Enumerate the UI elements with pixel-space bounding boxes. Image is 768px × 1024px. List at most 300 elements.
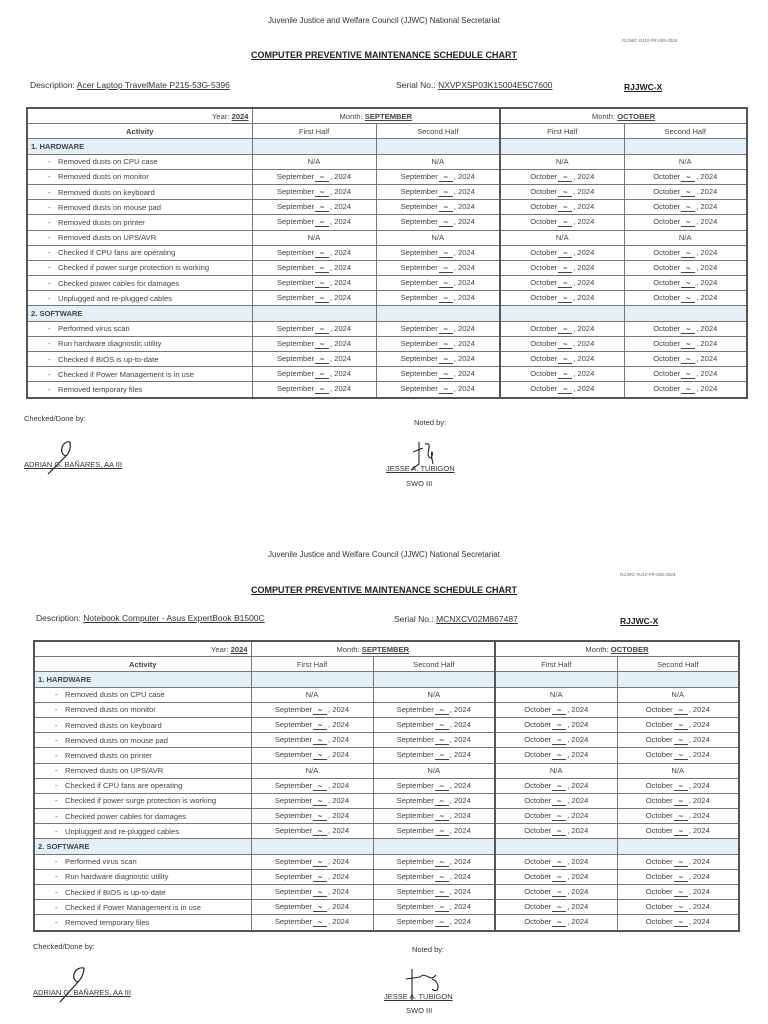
date-year: , 2024: [567, 887, 589, 897]
date-cell: [495, 900, 617, 915]
date-year: , 2024: [573, 293, 595, 303]
date-month: September: [274, 902, 313, 912]
date-month: October: [530, 278, 558, 288]
year-label: Year:: [211, 644, 229, 654]
section-cell: [251, 672, 373, 687]
date-year: , 2024: [330, 202, 352, 212]
date-year: , 2024: [688, 902, 710, 912]
date-month: October: [530, 247, 558, 257]
description-value: Notebook Computer - Asus ExpertBook B1500C: [83, 613, 265, 623]
date-year: , 2024: [453, 384, 475, 394]
date-month: September: [396, 856, 434, 866]
noted-by-title: SWO III: [406, 479, 433, 488]
description-value: Acer Laptop TravelMate P215-53G-5396: [76, 80, 230, 90]
handwritten-day: ~: [315, 174, 329, 182]
date-month: October: [530, 217, 558, 227]
date-cell: [617, 869, 739, 884]
section-cell: [500, 306, 624, 321]
handwritten-day: ~: [681, 356, 695, 364]
second-half-header: Second Half: [376, 124, 500, 139]
handwritten-day: ~: [674, 919, 688, 927]
date-cell: [376, 184, 500, 199]
section-row: [34, 839, 739, 854]
date-month: October: [524, 917, 552, 927]
bullet-dash: -: [48, 217, 51, 227]
table-row: [34, 854, 739, 869]
handwritten-day: ~: [435, 889, 449, 897]
date-year: , 2024: [453, 187, 475, 197]
date-cell: [624, 169, 747, 184]
date-cell: [252, 245, 376, 260]
date-year: , 2024: [328, 704, 350, 714]
date-month: October: [524, 735, 552, 745]
serial-number: [394, 614, 518, 624]
description: [30, 80, 230, 90]
date-cell: [617, 900, 739, 915]
activity-cell: [34, 793, 251, 808]
date-year: , 2024: [449, 887, 471, 897]
date-month: October: [653, 262, 681, 272]
date-cell: [495, 778, 617, 793]
date-year: , 2024: [330, 171, 352, 181]
handwritten-day: ~: [435, 783, 449, 791]
handwritten-day: ~: [558, 371, 572, 379]
activity-header: Activity: [34, 657, 251, 672]
date-cell: [252, 200, 376, 215]
checked-by-name: ADRIAN G. BAÑARES, AA III: [33, 988, 131, 997]
na-cell: N/A: [500, 230, 624, 245]
month-label: Month:: [591, 111, 616, 121]
handwritten-day: ~: [552, 722, 566, 730]
section-label: 1. HARDWARE: [27, 139, 252, 154]
na-cell: N/A: [495, 763, 617, 778]
date-month: October: [645, 735, 673, 745]
date-cell: [376, 200, 500, 215]
activity-label: Removed dusts on mouse pad: [65, 735, 168, 745]
na-cell: N/A: [373, 763, 495, 778]
section-row: [34, 672, 739, 687]
handwritten-day: ~: [558, 265, 572, 273]
year-cell: [34, 641, 251, 657]
date-cell: [251, 748, 373, 763]
handwritten-day: ~: [681, 219, 695, 227]
date-month: September: [396, 750, 434, 760]
na-cell: N/A: [251, 687, 373, 702]
handwritten-day: ~: [681, 280, 695, 288]
date-cell: [500, 352, 624, 367]
na-cell: N/A: [617, 687, 739, 702]
date-cell: [376, 291, 500, 306]
section-cell: [252, 139, 376, 154]
date-year: , 2024: [696, 338, 718, 348]
noted-by-label: Noted by:: [414, 418, 447, 427]
first-half-header: First Half: [252, 124, 376, 139]
date-cell: [495, 885, 617, 900]
date-cell: [376, 245, 500, 260]
date-year: , 2024: [573, 171, 595, 181]
date-month: September: [396, 871, 434, 881]
date-year: , 2024: [453, 247, 475, 257]
table-row: [27, 367, 747, 382]
date-year: , 2024: [567, 704, 589, 714]
date-month: September: [400, 278, 438, 288]
handwritten-day: ~: [552, 752, 566, 760]
date-cell: [617, 809, 739, 824]
table-row: [34, 778, 739, 793]
date-year: , 2024: [449, 917, 471, 927]
date-month: October: [524, 902, 552, 912]
handwritten-day: ~: [674, 798, 688, 806]
date-cell: [617, 717, 739, 732]
handwritten-day: ~: [552, 783, 566, 791]
noted-by-name: JESSE A. TUBIGON: [386, 464, 455, 473]
date-cell: [624, 215, 747, 230]
table-row: [34, 793, 739, 808]
date-month: September: [276, 217, 315, 227]
date-cell: [495, 869, 617, 884]
date-cell: [624, 321, 747, 336]
date-month: September: [400, 187, 438, 197]
year-label: Year:: [212, 111, 230, 121]
activity-label: Unplugged and re-plugged cables: [58, 293, 172, 303]
bullet-dash: -: [48, 324, 51, 334]
date-month: October: [530, 202, 558, 212]
section-cell: [495, 672, 617, 687]
date-month: September: [400, 384, 438, 394]
date-year: , 2024: [328, 856, 350, 866]
second-half-header: Second Half: [373, 657, 495, 672]
table-row: [27, 169, 747, 184]
date-year: , 2024: [696, 323, 718, 333]
date-month: September: [400, 217, 438, 227]
handwritten-day: ~: [439, 371, 453, 379]
date-year: , 2024: [449, 750, 471, 760]
date-month: October: [645, 720, 673, 730]
month-value: SEPTEMBER: [361, 644, 410, 654]
date-year: , 2024: [573, 354, 595, 364]
section-cell: [373, 672, 495, 687]
activity-label: Checked if power surge protection is working: [58, 263, 210, 273]
date-month: September: [400, 293, 438, 303]
section-cell: [500, 139, 624, 154]
date-month: October: [653, 278, 681, 288]
date-month: October: [530, 384, 558, 394]
section-cell: [376, 306, 500, 321]
table-row: [34, 824, 739, 839]
handwritten-day: ~: [674, 828, 688, 836]
date-month: September: [400, 202, 438, 212]
table-row: [34, 869, 739, 884]
activity-label: Removed dusts on monitor: [65, 705, 156, 715]
handwritten-day: ~: [313, 859, 327, 867]
activity-label: Checked if power surge protection is working: [65, 796, 217, 806]
date-month: October: [645, 902, 673, 912]
month-october-header: [495, 641, 739, 657]
date-month: September: [400, 338, 438, 348]
date-year: , 2024: [330, 247, 352, 257]
handwritten-day: ~: [552, 874, 566, 882]
activity-label: Removed dusts on printer: [65, 750, 152, 760]
handwritten-day: ~: [439, 280, 453, 288]
handwritten-day: ~: [315, 189, 329, 197]
date-month: September: [396, 902, 434, 912]
bullet-dash: -: [55, 705, 58, 715]
serial-value: MCNXCV02M867487: [436, 614, 518, 624]
activity-label: Removed temporary files: [58, 384, 143, 394]
table-row: [27, 230, 747, 245]
date-year: , 2024: [688, 811, 710, 821]
handwritten-day: ~: [313, 828, 327, 836]
table-row: [27, 352, 747, 367]
date-year: , 2024: [453, 293, 475, 303]
section-label: 2. SOFTWARE: [34, 839, 251, 854]
date-month: September: [396, 720, 434, 730]
date-cell: [373, 733, 495, 748]
date-cell: [500, 215, 624, 230]
handwritten-day: ~: [435, 904, 449, 912]
section-cell: [252, 306, 376, 321]
date-year: , 2024: [449, 795, 471, 805]
activity-cell: [34, 809, 251, 824]
date-month: September: [274, 780, 313, 790]
handwritten-day: ~: [439, 295, 453, 303]
date-month: September: [396, 811, 434, 821]
handwritten-day: ~: [313, 737, 327, 745]
handwritten-day: ~: [681, 189, 695, 197]
date-year: , 2024: [328, 917, 350, 927]
date-cell: [376, 276, 500, 291]
date-year: , 2024: [330, 187, 352, 197]
date-year: , 2024: [330, 384, 352, 394]
document-title: COMPUTER PREVENTIVE MAINTENANCE SCHEDULE CHART: [250, 585, 517, 595]
serial-label: Serial No.:: [396, 80, 436, 90]
date-year: , 2024: [688, 917, 710, 927]
checked-by-label: Checked/Done by:: [24, 414, 86, 423]
date-year: , 2024: [449, 856, 471, 866]
table-row: [34, 702, 739, 717]
date-year: , 2024: [330, 262, 352, 272]
table-row: [27, 321, 747, 336]
date-cell: [373, 900, 495, 915]
date-month: October: [645, 750, 673, 760]
handwritten-day: ~: [674, 783, 688, 791]
table-row: [34, 915, 739, 931]
checked-by-label: Checked/Done by:: [33, 942, 95, 951]
bullet-dash: -: [55, 857, 58, 867]
second-half-header: Second Half: [617, 657, 739, 672]
table-row: [27, 245, 747, 260]
date-cell: [252, 291, 376, 306]
section-cell: [251, 839, 373, 854]
bullet-dash: -: [48, 172, 51, 182]
date-year: , 2024: [328, 871, 350, 881]
date-year: , 2024: [453, 354, 475, 364]
date-cell: [500, 291, 624, 306]
date-cell: [251, 900, 373, 915]
handwritten-day: ~: [674, 752, 688, 760]
date-year: , 2024: [688, 735, 710, 745]
second-half-header: Second Half: [624, 124, 747, 139]
section-cell: [617, 839, 739, 854]
form-code: RJJWC-RJ10-FR-009-2024: [622, 38, 678, 43]
org-header: Juvenile Justice and Welfare Council (JJWC) National Secretariat: [268, 16, 500, 25]
date-month: October: [524, 856, 552, 866]
date-month: September: [274, 826, 313, 836]
date-year: , 2024: [567, 826, 589, 836]
date-year: , 2024: [567, 780, 589, 790]
table-row: [34, 809, 739, 824]
activity-cell: [27, 352, 252, 367]
date-year: , 2024: [696, 293, 718, 303]
year-value: 2024: [231, 111, 249, 121]
date-cell: [376, 382, 500, 398]
handwritten-day: ~: [313, 889, 327, 897]
bullet-dash: -: [55, 720, 58, 730]
handwritten-day: ~: [315, 219, 329, 227]
date-year: , 2024: [328, 826, 350, 836]
date-cell: [251, 778, 373, 793]
checked-by-name: ADRIAN G. BAÑARES, AA III: [24, 460, 122, 469]
date-cell: [251, 915, 373, 931]
date-month: September: [274, 811, 313, 821]
date-year: , 2024: [696, 278, 718, 288]
date-cell: [251, 869, 373, 884]
handwritten-day: ~: [315, 250, 329, 258]
handwritten-day: ~: [435, 707, 449, 715]
date-cell: [617, 778, 739, 793]
activity-cell: [27, 321, 252, 336]
date-month: October: [645, 704, 673, 714]
date-cell: [251, 854, 373, 869]
bullet-dash: -: [55, 887, 58, 897]
handwritten-day: ~: [315, 265, 329, 273]
activity-cell: [27, 245, 252, 260]
section-cell: [617, 672, 739, 687]
handwritten-day: ~: [435, 737, 449, 745]
date-month: October: [524, 811, 552, 821]
date-month: October: [645, 917, 673, 927]
handwritten-day: ~: [313, 783, 327, 791]
date-cell: [252, 321, 376, 336]
section-cell: [376, 139, 500, 154]
date-month: October: [645, 780, 673, 790]
date-year: , 2024: [688, 720, 710, 730]
date-cell: [624, 276, 747, 291]
table-row: [34, 733, 739, 748]
section-label: 2. SOFTWARE: [27, 306, 252, 321]
na-cell: N/A: [252, 154, 376, 169]
date-month: October: [653, 369, 681, 379]
date-year: , 2024: [449, 735, 471, 745]
handwritten-day: ~: [439, 326, 453, 334]
date-month: October: [653, 247, 681, 257]
unit-tag: RJJWC-X: [624, 82, 663, 92]
handwritten-day: ~: [552, 828, 566, 836]
handwritten-day: ~: [558, 250, 572, 258]
table-row: [27, 291, 747, 306]
activity-label: Removed dusts on keyboard: [58, 187, 155, 197]
date-cell: [624, 200, 747, 215]
date-cell: [500, 276, 624, 291]
date-year: , 2024: [453, 369, 475, 379]
handwritten-day: ~: [435, 722, 449, 730]
handwritten-day: ~: [681, 204, 695, 212]
activity-cell: [34, 885, 251, 900]
date-year: , 2024: [330, 369, 352, 379]
date-cell: [624, 367, 747, 382]
org-header: Juvenile Justice and Welfare Council (JJWC) National Secretariat: [268, 550, 500, 559]
handwritten-day: ~: [313, 904, 327, 912]
handwritten-day: ~: [681, 174, 695, 182]
date-month: October: [530, 262, 558, 272]
date-cell: [376, 169, 500, 184]
date-cell: [373, 778, 495, 793]
date-cell: [252, 336, 376, 351]
date-cell: [500, 336, 624, 351]
date-year: , 2024: [567, 720, 589, 730]
table-row: [34, 748, 739, 763]
activity-label: Checked if CPU fans are operating: [65, 781, 183, 791]
handwritten-day: ~: [558, 204, 572, 212]
date-year: , 2024: [688, 871, 710, 881]
first-half-header: First Half: [251, 657, 373, 672]
date-cell: [373, 824, 495, 839]
table-row: [27, 154, 747, 169]
date-cell: [251, 824, 373, 839]
column-header-row: [34, 657, 739, 672]
date-cell: [500, 382, 624, 398]
na-cell: N/A: [376, 154, 500, 169]
activity-cell: [34, 763, 251, 778]
bullet-dash: -: [48, 202, 51, 212]
date-cell: [617, 854, 739, 869]
date-cell: [495, 854, 617, 869]
table-row: [27, 276, 747, 291]
activity-cell: [27, 184, 252, 199]
activity-cell: [34, 687, 251, 702]
na-cell: N/A: [251, 763, 373, 778]
handwritten-day: ~: [558, 326, 572, 334]
bullet-dash: -: [55, 766, 58, 776]
handwritten-day: ~: [552, 798, 566, 806]
handwritten-day: ~: [313, 752, 327, 760]
activity-cell: [27, 367, 252, 382]
date-year: , 2024: [449, 720, 471, 730]
noted-by-label: Noted by:: [412, 945, 445, 954]
date-year: , 2024: [328, 720, 350, 730]
month-header-row: [34, 641, 739, 657]
month-header-row: [27, 108, 747, 124]
serial-value: NXVPXSP03K15004E5C7600: [438, 80, 553, 90]
date-year: , 2024: [567, 750, 589, 760]
date-cell: [500, 245, 624, 260]
date-cell: [251, 717, 373, 732]
date-month: October: [524, 750, 552, 760]
handwritten-day: ~: [552, 859, 566, 867]
noted-by-title: SWO III: [406, 1006, 433, 1015]
month-label: Month:: [336, 644, 360, 654]
activity-cell: [27, 382, 252, 398]
month-label: Month:: [585, 644, 609, 654]
bullet-dash: -: [55, 826, 58, 836]
handwritten-day: ~: [439, 250, 453, 258]
activity-cell: [27, 291, 252, 306]
date-year: , 2024: [449, 902, 471, 912]
handwritten-day: ~: [558, 356, 572, 364]
month-value: OCTOBER: [617, 111, 656, 121]
activity-cell: [27, 260, 252, 275]
table-row: [27, 215, 747, 230]
